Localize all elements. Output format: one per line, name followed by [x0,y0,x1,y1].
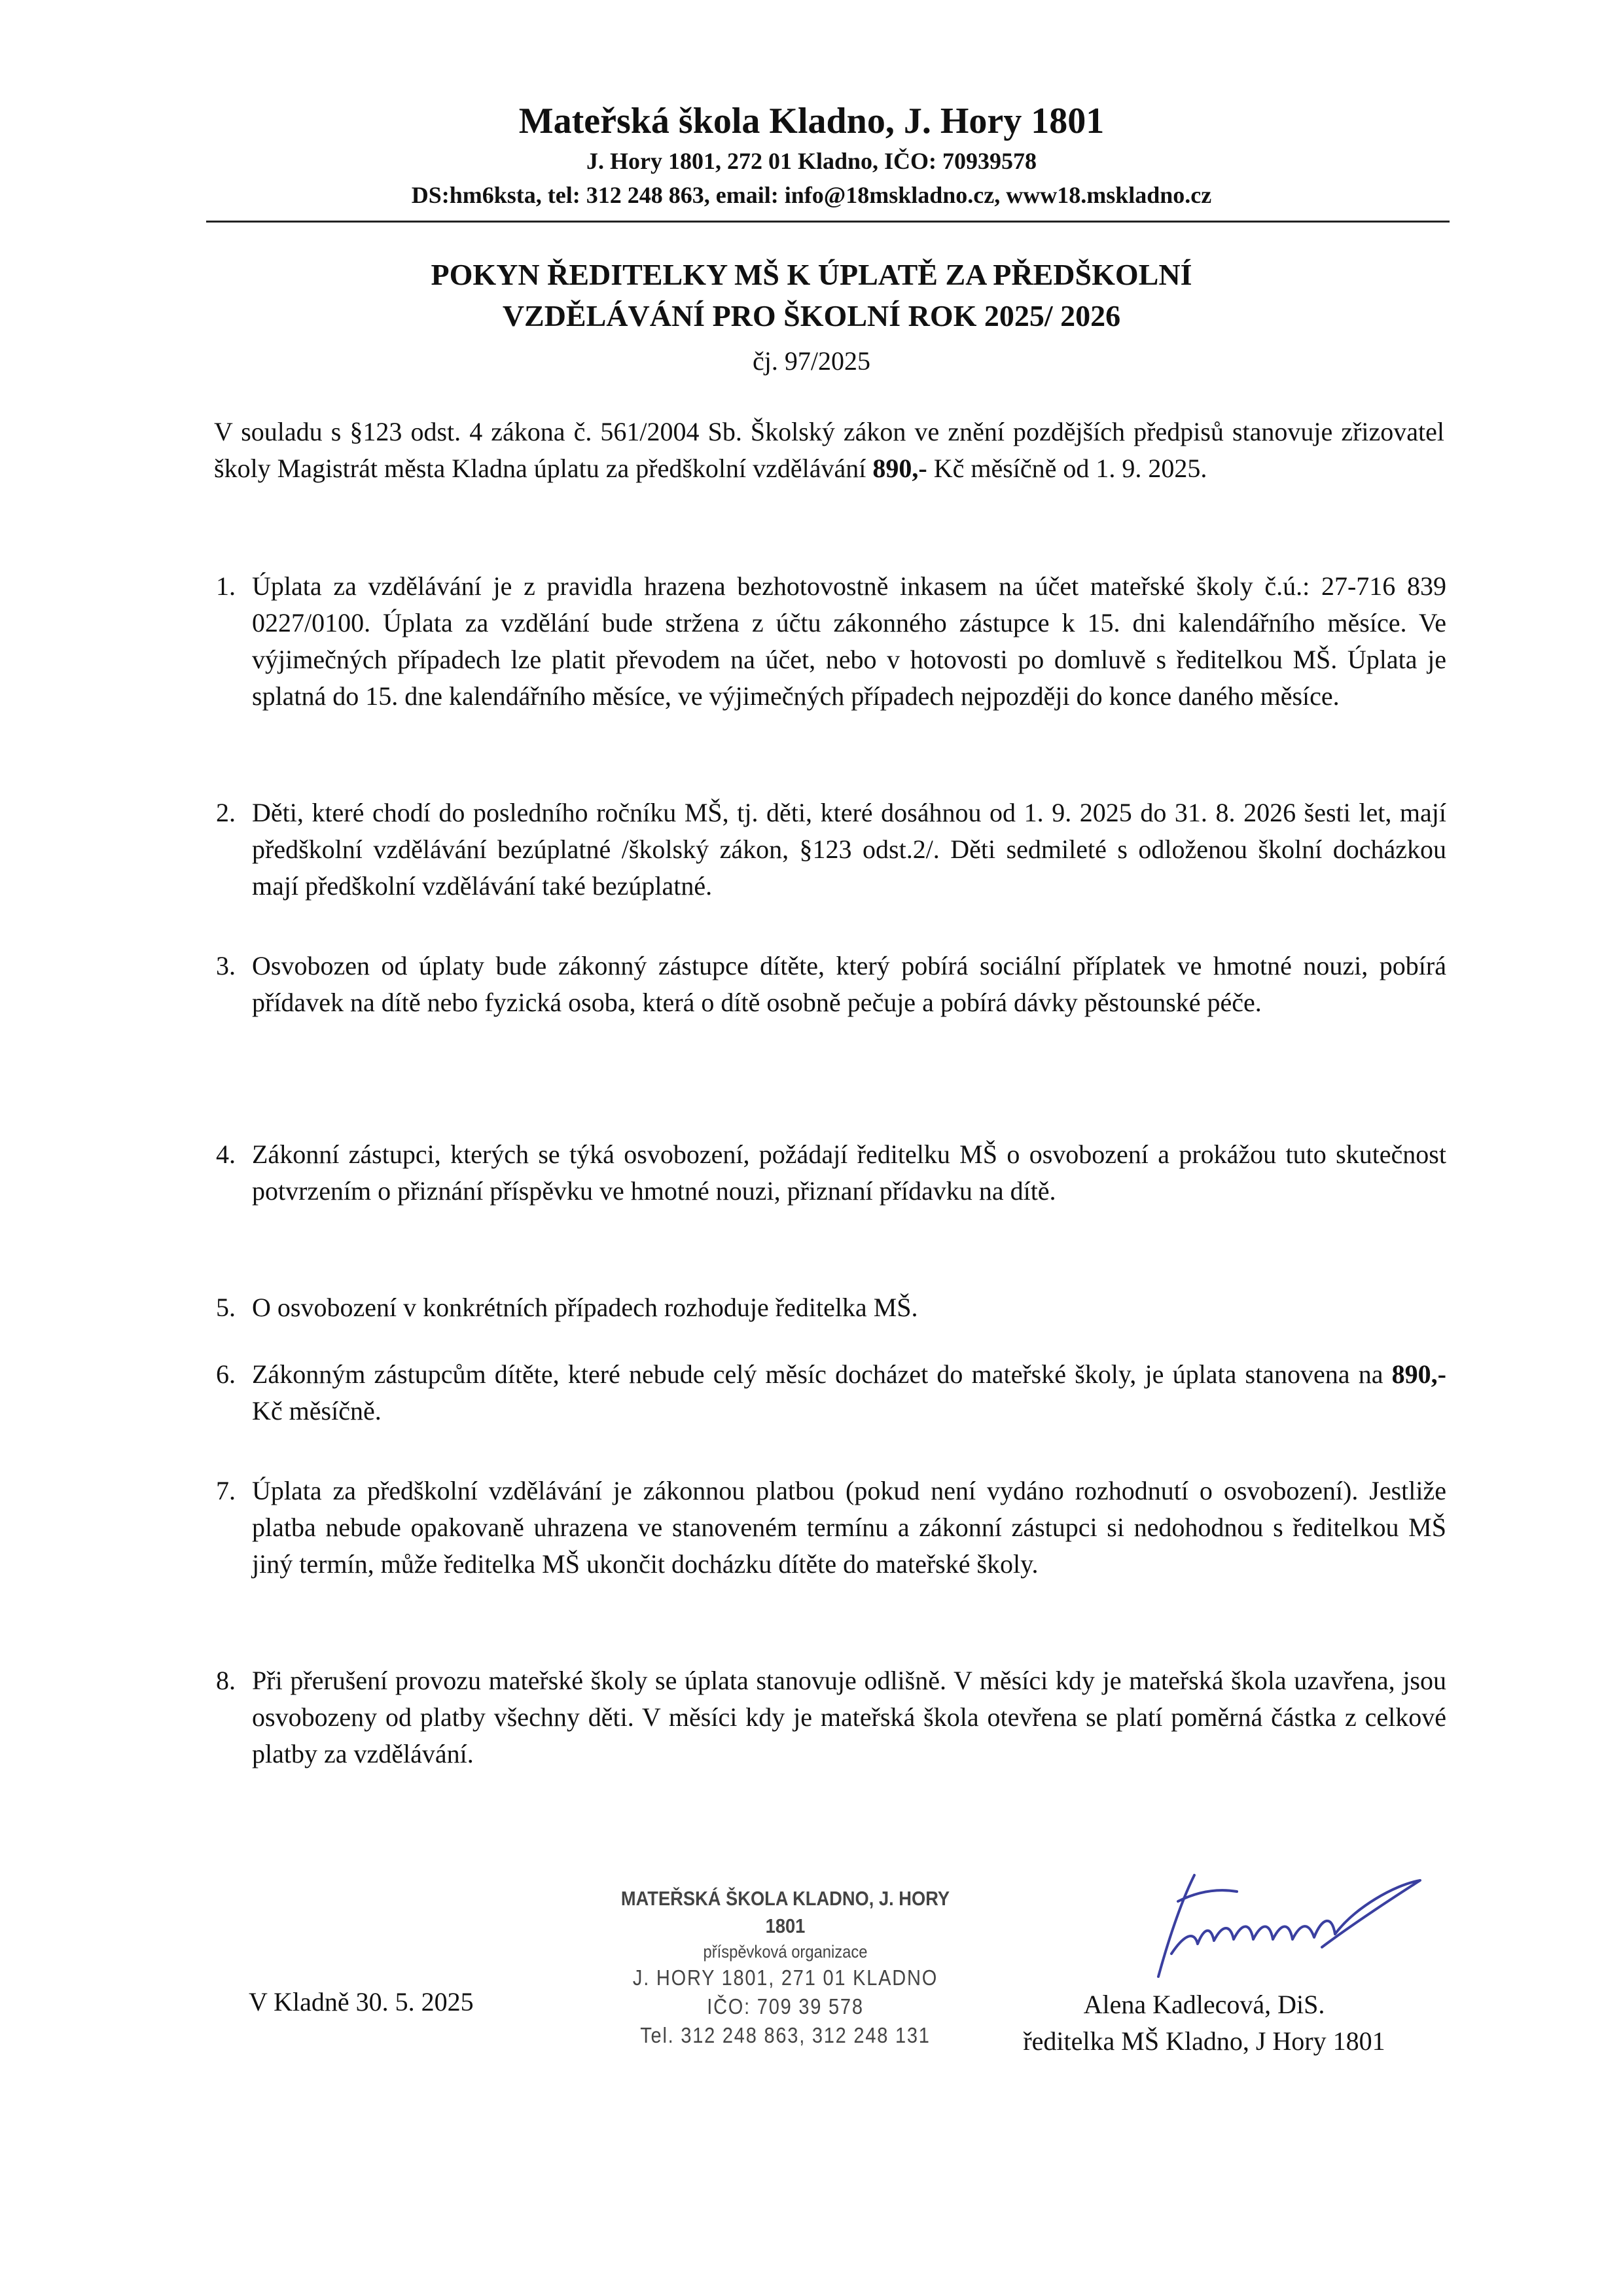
signer-block [955,1986,1453,2060]
stamp-line-3: J. HORY 1801, 271 01 KLADNO [632,1965,938,1990]
item-text: Děti, které chodí do posledního ročníku MŠ, tj. děti, které dosáhnou od 1. 9. 2025 do 31. 8. 2026 šesti let, mají předškolní vzdělávání bezúplatné /školský zákon, §123 odst.2/. Děti sedmileté s odloženou školní docházkou mají předškolní vzdělávání také bezúplatné. [252,798,1446,901]
list-item [196,1473,1446,1583]
title-line-1: POKYN ŘEDITELKY MŠ K ÚPLATĚ ZA PŘEDŠKOLNÍ [431,258,1192,291]
item-text: Zákonní zástupci, kterých se týká osvobození, požádají ředitelku MŠ o osvobození a prokážou tuto skutečnost potvrzením o přiznání příspěvku ve hmotné nouzi, přiznaní přídavku na dítě. [252,1139,1446,1206]
item-number: 2. [216,798,236,827]
item-number: 5. [216,1293,236,1322]
official-stamp [613,1885,958,2050]
school-contact: DS:hm6ksta, tel: 312 248 863, email: info@18mskladno.cz, www18.mskladno.cz [411,182,1212,208]
item-text-after: Kč měsíčně. [252,1396,382,1426]
stamp-line-2: příspěvková organizace [703,1942,868,1962]
item-number: 6. [216,1359,236,1389]
intro-text-after: Kč měsíčně od 1. 9. 2025. [927,454,1207,483]
stamp-line-5: Tel. 312 248 863, 312 248 131 [640,2023,931,2047]
reference-number: čj. 97/2025 [753,346,870,376]
stamp-line-1: MATEŘSKÁ ŠKOLA KLADNO, J. HORY 1801 [620,1887,950,1937]
list-item [196,795,1446,905]
place-date: V Kladně 30. 5. 2025 [249,1987,474,2017]
item-amount: 890,- [1391,1359,1446,1389]
handwritten-signature [1106,1862,1433,1993]
header-divider [206,221,1450,223]
item-number: 3. [216,951,236,980]
item-text: Při přerušení provozu mateřské školy se úplata stanovuje odlišně. V měsíci kdy je mateřská škola uzavřena, jsou osvobozeny od platby všechny děti. V měsíci kdy je mateřská škola otevřena se platí poměrná částka z celkové platby za vzdělávání. [252,1666,1446,1768]
intro-text-before: V souladu s §123 odst. 4 zákona č. 561/2004 Sb. Školský zákon ve znění pozdějších předpisů stanovuje zřizovatel školy Magistrát města Kladna úplatu za předškolní vzdělávání [214,417,1444,483]
signer-title: ředitelka MŠ Kladno, J Hory 1801 [1023,2026,1385,2056]
item-text: Úplata za předškolní vzdělávání je zákonnou platbou (pokud není vydáno rozhodnutí o osvobození). Jestliže platba nebude opakovaně uhrazena ve stanoveném termínu a zákonní zástupci si nedohodnou s ředitelkou MŠ jiný termín, může ředitelka MŠ ukončit docházku dítěte do mateřské školy. [252,1476,1446,1579]
item-number: 4. [216,1139,236,1169]
list-item [196,1289,1446,1326]
item-number: 7. [216,1476,236,1505]
letterhead [0,98,1623,212]
list-item [196,1356,1446,1429]
item-text [252,1356,1446,1429]
item-text: Úplata za vzdělávání je z pravidla hrazena bezhotovostně inkasem na účet mateřské školy č.ú.: 27-716 839 0227/0100. Úplata za vzdělání bude stržena z účtu zákonného zástupce k 15. dni kalendářního měsíce. Ve výjimečných případech lze platit převodem na účet, nebo v hotovosti po domluvě s ředitelkou MŠ. Úplata je splatná do 15. dne kalendářního měsíce, ve výjimečných případech nejpozději do konce daného měsíce. [252,571,1446,711]
list-item [196,568,1446,715]
stamp-line-4: IČO: 709 39 578 [707,1994,864,2018]
item-text-before: Zákonným zástupcům dítěte, které nebude celý měsíc docházet do mateřské školy, je úplata stanovena na [252,1359,1392,1389]
item-number: 8. [216,1666,236,1695]
intro-amount: 890,- [872,454,927,483]
school-name: Mateřská škola Kladno, J. Hory 1801 [518,101,1105,141]
list-item [196,1662,1446,1772]
list-item [196,1136,1446,1210]
list-item [196,948,1446,1021]
signer-name: Alena Kadlecová, DiS. [1083,1990,1325,2019]
item-number: 1. [216,571,236,601]
item-text: Osvobozen od úplaty bude zákonný zástupce dítěte, který pobírá sociální příplatek ve hmotné nouzi, pobírá přídavek na dítě nebo fyzická osoba, která o dítě osobně pečuje a pobírá dávky pěstounské péče. [252,951,1446,1017]
school-address: J. Hory 1801, 272 01 Kladno, IČO: 70939578 [586,148,1037,174]
document-title [0,254,1623,336]
intro-paragraph [214,414,1444,487]
item-text: O osvobození v konkrétních případech rozhoduje ředitelka MŠ. [252,1293,918,1322]
title-line-2: VZDĚLÁVÁNÍ PRO ŠKOLNÍ ROK 2025/ 2026 [502,299,1121,332]
